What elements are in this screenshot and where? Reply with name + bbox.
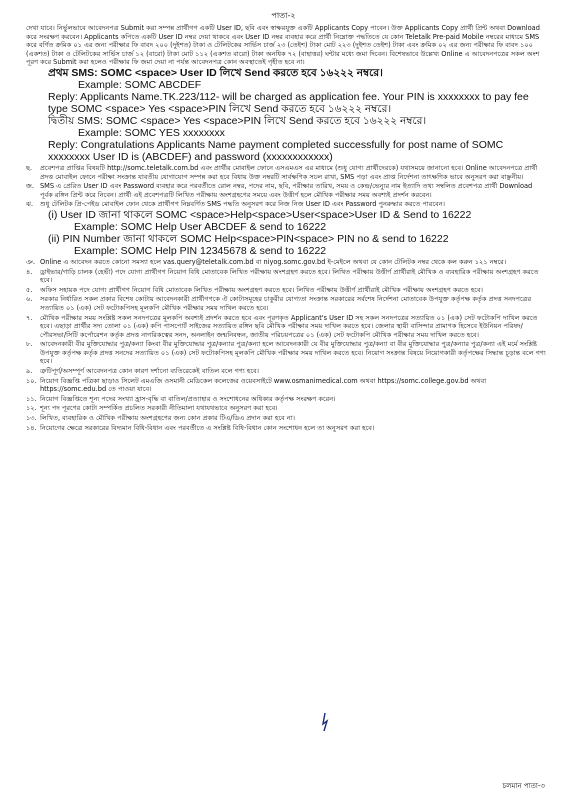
sms2-example: Example: SOMC YES xxxxxxxx (78, 126, 225, 139)
item-text: Online এ আবেদন করতে কোনো সমস্যা হলে vas.query@teletalk.com.bd বা niyog.somc.gov.bd ই-মেইলে অথবা যে কোন টেলিটক নম্বর থেকে কল করুন ১২১ নম্বরে। (40, 257, 507, 266)
item-marker: জ. (26, 182, 34, 191)
item-text: নিয়োগ বিজ্ঞপ্তিতে শূন্য পদের সংখ্যা হ্রাস-বৃদ্ধি বা বাতিল/প্রত্যাহার ও সংশোধনের অধিকার কর্তৃপক্ষ সংরক্ষণ করেন। (40, 394, 336, 403)
numbered-item (26, 268, 546, 285)
item-marker: ৪. (26, 267, 33, 276)
item-marker: ৯. (26, 367, 33, 376)
item-text: মৌখিক পরীক্ষার সময় সংশ্লিষ্ট সকল সনদপত্রের মূলকপি অবশ্যই প্রদর্শন করতে হবে এবং পূরণকৃত Applicant's User ID সহ সকল সনদপত্রের সত্যায়িত ০১ (এক) সেট ফটোকপি দাখিল করতে হবে। এছাড়া প্রার্থীর সদ্য তোলা ০১ (এক) কপি পাসপোর্ট সাইজের সত্যায়িত রঙ্গিন ছবি মৌখিক পরীক্ষার সময় দাখিল করতে হবে। জেলার স্থায়ী বাসিন্দার প্রামাণক হিসেবে ইউনিয়ন পরিষদ/পৌরসভা/সিটি কর্পোরেশন কর্তৃক প্রদত্ত নাগরিকত্বের সনদ, অনলাইন জন্মনিবন্ধন, জাতীয় পরিচয়পত্রের ০১ (এক) সেট ফটোকপি মৌখিক পরীক্ষার সময় দাখিল করতে হবে। (40, 313, 538, 339)
recover1-example: Example: SOMC Help User ABCDEF & send to 16222 (74, 220, 327, 233)
item-marker: ঝ. (26, 200, 34, 209)
item-text: লিখিত, ব্যবহারিক ও মৌখিক পরীক্ষায় অংশগ্রহণের জন্য কোন প্রকার টিএ/ডিএ প্রদান করা হবে না। (40, 414, 296, 423)
document-body (26, 24, 546, 432)
item-text: নিয়োগ বিজ্ঞপ্তি পত্রিকা ছাড়াও সিলেট এমএজি ওসমানী মেডিকেল কলেজের ওয়েবসাইটে www.osmanimedical.com অথবা https://somc.college.gov.bd অথবা https://somc.edu.bd তে পাওয়া যাবে। (40, 376, 487, 394)
numbered-item (26, 404, 546, 413)
numbered-item (26, 340, 546, 366)
item-marker: ৫. (26, 285, 33, 294)
recover1: (i) User ID জানা থাকলে SOMC <space>Help<space>User<space>User ID & Send to 16222 (48, 208, 472, 221)
reply2: Reply: Congratulations Applicants Name payment completed successfully for post name of SOMC xxxxxxxx User ID is (ABCDEF) and password (xxxxxxxxxxxx) (48, 138, 504, 163)
reply1: Reply: Applicants Name.TK.223/112- will be charged as application fee. Your PIN is xxxxxxxx to pay fee type SOMC <space> Yes <space>PIN লিখে Send করতে হবে ১৬২২২ নম্বরে। (48, 90, 529, 115)
item-marker: ১৪. (26, 423, 37, 432)
numbered-item (26, 414, 546, 423)
item-text: অফিস সহায়ক পদে যোগ্য প্রার্থীগণ নিয়োগ বিধি মোতাবেক লিখিত পরীক্ষায় অংশগ্রহণ করতে হবে। লিখিত পরীক্ষায় উত্তীর্ণ প্রার্থীরাই মৌখিক পরীক্ষায় অংশগ্রহণ করতে হবে। (40, 285, 483, 294)
footer-continued: চলমান পাতা-৩ (502, 782, 545, 790)
item-text: শূন্য পদ পূরণের কোটা সম্পর্কিত প্রচলিত সরকারী নীতিমালা যথাযথভাবে অনুসরণ করা হবে। (40, 404, 278, 413)
item-marker: ১৩. (26, 414, 37, 423)
item-marker: ১২. (26, 404, 37, 413)
item-text: ড্রাইভার/গাড়ি চালক (হেভী) পদে যোগ্য প্রার্থীগণ নিয়োগ বিধি মোতাবেক লিখিত পরীক্ষায় অংশগ্রহণ করতে হবে। লিখিত পরীক্ষায় উত্তীর্ণ প্রার্থীরাই মৌখিক ও ব্যবহারিক পরীক্ষায় অংশগ্রহণ করতে হবে। (40, 267, 539, 285)
item-ja (26, 182, 546, 199)
item-text: আবেদনকারী বীর মুক্তিযোদ্ধার পুত্র/কন্যা কিংবা বীর মুক্তিযোদ্ধার পুত্র/কন্যার পুত্র/কন্যা হলে আবেদনকারী যে বীর মুক্তিযোদ্ধার পুত্র/কন্যা বা বীর মুক্তিযোদ্ধার পুত্র/কন্যার পুত্র/কন্যা এই মর্মে সংশ্লিষ্ট উপযুক্ত কর্তৃপক্ষ কর্তৃক প্রদত্ত সনদের সত্যায়িত ০১ (এক) সেট ফটোকপিসহ মূলকপি মৌখিক পরীক্ষার সময় দাখিল করতে হবে। নিয়োগ সংক্রান্ত বিষয়ে নিয়োগকারী কর্তৃপক্ষের সিদ্ধান্ত চূড়ান্ত বলে গণ্য হবে। (40, 340, 546, 366)
intro-paragraph: দেখা যাবে। নির্ভুলভাবে আবেদনপত্র Submit করা সম্পন্ন প্রার্থীগণ একটি User ID, ছবি এবং স্বাক্ষরযুক্ত একটি Applicants Copy পাবেন। উক্ত Applicants Copy প্রার্থী প্রিন্ট অথবা Download করে সংরক্ষণ করবেন। Applicants কপিতে একটি User ID নম্বর দেয়া থাকবে এবং User ID নম্বর ব্যবহার করে প্রার্থী নিম্নোক্ত পদ্ধতিতে যে কোন Teletalk Pre-paid Mobile নম্বরের মাধ্যমে SMS করে বর্ণিত ক্রমিক ০১ এর জন্য পরীক্ষার ফি বাবদ ২০০ (দুইশত) টাকা ও টেলিটকের সার্ভিস চার্জ ২৩ (তেইশ) টাকা মোট ২২৩ (দুইশত তেইশ) টাকা এবং ক্রমিক ০২ এর জন্য পরীক্ষার ফি বাবদ ১০০ (একশত) টাকা ও টেলিটকের সার্ভিস চার্জ ১২ (বারো) টাকা মোট ১১২ (একশত বারো) টাকা অনধিক ৭২ (বাহাত্তর) ঘন্টার মধ্যে জমা দিবেন। বিশেষভাবে উল্লেখ্য Online এ আবেদনপত্রের সকল অংশ পূরণ করে Submit করা হলেও পরীক্ষার ফি জমা দেয়া না পর্যন্ত আবেদনপত্র কোন অবস্থাতেই গৃহীত হবে না। (26, 24, 540, 67)
item-text: ত্রুটিপূর্ণ/অসম্পূর্ণ আবেদনপত্র কোন কারণ দর্শানো ব্যতিরেকেই বাতিল বলে গণ্য হবে। (40, 367, 260, 376)
item-marker: ৭. (26, 313, 33, 322)
numbered-items (26, 268, 546, 433)
numbered-item (26, 377, 546, 394)
item-jha (26, 200, 546, 209)
item-text: SMS এ প্রেরিত User ID এবং Password ব্যবহার করে পরবর্তীতে রোল নম্বর, পদের নাম, ছবি, পরীক্ষার তারিখ, সময় ও কেন্দ্র/ভেন্যুর নাম ইত্যাদি তথ্য সম্বলিত প্রবেশপত্র প্রার্থী Download পূর্বক রঙ্গিন প্রিন্ট করে নিবেন। প্রার্থী এই প্রবেশপত্রটি লিখিত পরীক্ষায় অংশগ্রহণের সময়ে এবং উত্তীর্ণ হলে মৌখিক পরীক্ষার সময় অবশ্যই প্রদর্শন করবেন। (40, 182, 533, 199)
numbered-item (26, 286, 546, 295)
numbered-item (26, 395, 546, 404)
sms2-line: দ্বিতীয় SMS: SOMC <space> Yes <space>PIN লিখে Send করতে হবে ১৬২২২ নম্বরে। (48, 114, 427, 127)
item-marker: ৬. (26, 295, 33, 304)
item-marker: ১১. (26, 394, 37, 403)
item-text: শুধু টেলিটক প্রি-পেইড মোবাইল ফোন থেকে প্রার্থীগণ নিম্নবর্ণিত SMS পদ্ধতি অনুসরণ করে নিজ নিজ User ID এবং Password পুনরুদ্ধার করতে পারবেন। (40, 200, 446, 209)
recover2: (ii) PIN Number জানা থাকলে SOMC Help<space>PIN<space> PIN no & send to 16222 (48, 232, 449, 245)
item-cha (26, 164, 546, 181)
item-marker: ঞ. (26, 257, 36, 266)
page-number: পাতা-২ (271, 11, 296, 20)
numbered-item (26, 314, 546, 340)
item-marker: ৮. (26, 340, 33, 349)
sms1-line: প্রথম SMS: SOMC <space> User ID লিখে Send করতে হবে ১৬২২২ নম্বরে। (48, 66, 383, 79)
item-marker: ছ. (26, 163, 33, 172)
item-marker: ১০. (26, 376, 37, 385)
signature-mark (318, 712, 332, 732)
numbered-item (26, 295, 546, 312)
sms1-example: Example: SOMC ABCDEF (78, 78, 202, 91)
recover2-example: Example: SOMC Help PIN 12345678 & send to 16222 (74, 244, 327, 257)
numbered-item (26, 367, 546, 376)
item-text: নিয়োগের ক্ষেত্রে সরকারের বিদ্যমান বিধি-বিধান এবং পরবর্তীতে এ সংশ্লিষ্ট বিধি-বিধান কোন সংশোধন হলে তা অনুসরণ করা হবে। (40, 423, 375, 432)
numbered-item (26, 424, 546, 433)
item-text: প্রবেশপত্র প্রাপ্তির বিষয়টি http://somc.teletalk.com.bd এবং প্রার্থীর মোবাইল ফোনে এসএমএস এর মাধ্যমে (শুধু যোগ্য প্রার্থীদেরকে) যথাসময়ে জানানো হবে। Online আবেদনপত্রে প্রার্থী প্রদত্ত মোবাইল ফোনে পরীক্ষা সংক্রান্ত যাবতীয় যোগাযোগ সম্পন্ন করা হবে বিধায় উক্ত নম্বরটি সার্বক্ষণিক সচল রাখা, SMS পড়া এবং প্রাপ্ত নির্দেশনা তাৎক্ষণিক ভাবে অনুসরণ করা বাঞ্ছনীয়। (40, 163, 538, 181)
item-text: সরকার নির্ধারিত সকল প্রকার বিশেষ কোটায় আবেদনকারী প্রার্থীগণকে ঐ কোটাসমূহের চাকুরীর যোগ্যতা সংক্রান্ত সরকারের সর্বশেষ নির্দেশনা মোতাবেক উপযুক্ত কর্তৃপক্ষ কর্তৃক প্রদত্ত সনদপত্রের সত্যায়িত ০১ (এক) সেট ফটোকপিসহ মূলকপি মৌখিক পরীক্ষার সময় দাখিল করতে হবে। (40, 295, 532, 312)
item-nya (26, 258, 546, 267)
